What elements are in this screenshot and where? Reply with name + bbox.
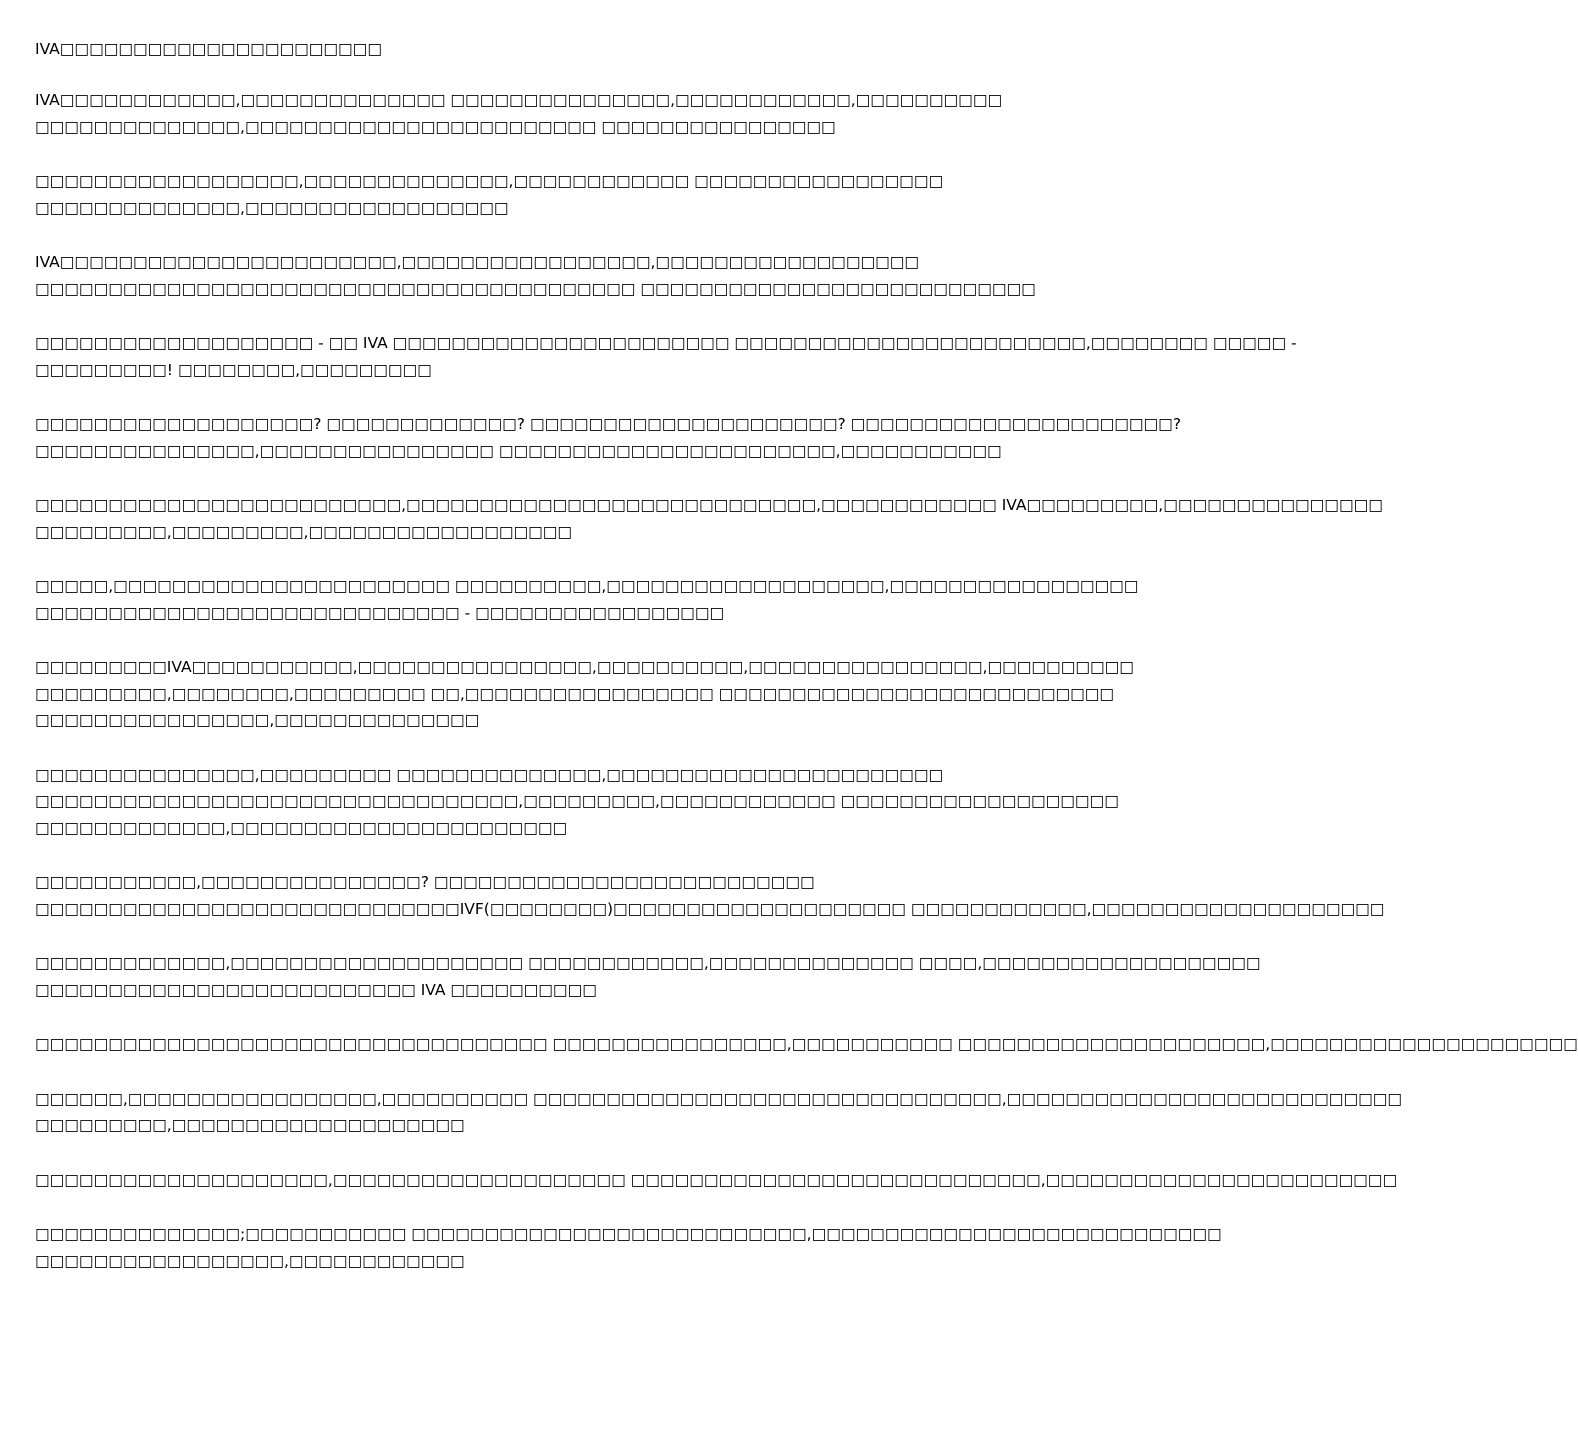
paragraph bbox=[35, 249, 1036, 302]
paragraph-line: □□□□□□□□□□□□□□□□□□□□,□□□□□□□□□□□□□□□□□□□□ □□□□□□□□□□□□□□□□□□□□□□□□□□□□,□□□□□□□□□□□□□□□□□□□□□□□□ bbox=[35, 1170, 1398, 1189]
paragraph-line: □□□□□□□□□□□□□□□□□□□□□□□□□□□□□IVF(□□□□□□□□)□□□□□□□□□□□□□□□□□□□□ □□□□□□□□□□□□,□□□□□□□□□□□□□□□□□□□□ bbox=[35, 899, 1385, 918]
paragraph-line: □□□□□□□□□□□□□□□□□□□□□□□□□□□□□ - □□□□□□□□□□□□□□□□□ bbox=[35, 603, 725, 622]
paragraph-line: □□□□□□□□□□□□□,□□□□□□□□□□□□□□□□□□□□ □□□□□□□□□□□□,□□□□□□□□□□□□□□ □□□□,□□□□□□□□□□□□□□□□□□□ bbox=[35, 954, 1261, 972]
paragraph-line: □□□□□□□□□□□□□□□□□□□□□□□□□□□□□□□□□,□□□□□□□□□,□□□□□□□□□□□□ □□□□□□□□□□□□□□□□□□□ bbox=[35, 792, 1119, 810]
paragraph-line: □□□□□□□□□□□□□□□□□□□? □□□□□□□□□□□□□? □□□□□□□□□□□□□□□□□□□□□? □□□□□□□□□□□□□□□□□□□□□□? bbox=[35, 415, 1182, 433]
paragraph bbox=[35, 573, 1139, 626]
document-title: IVA□□□□□□□□□□□□□□□□□□□□□□ bbox=[35, 40, 382, 58]
paragraph bbox=[35, 1221, 1222, 1274]
paragraph-line: □□□□□□□□□,□□□□□□□□□,□□□□□□□□□□□□□□□□□□ bbox=[35, 522, 573, 541]
paragraph-line: IVA□□□□□□□□□□□□□□□□□□□□□□□,□□□□□□□□□□□□□□□□□,□□□□□□□□□□□□□□□□□□ bbox=[35, 253, 920, 271]
paragraph-line: □□□□□□□□□□□,□□□□□□□□□□□□□□□? □□□□□□□□□□□□□□□□□□□□□□□□□□ bbox=[35, 873, 815, 891]
document-page bbox=[35, 36, 1578, 1302]
paragraph bbox=[35, 950, 1261, 1003]
paragraph-line: □□□□□□□□□,□□□□□□□□□□□□□□□□□□□□ bbox=[35, 1116, 465, 1134]
paragraph-line: □□□□□□□□□! □□□□□□□□,□□□□□□□□□ bbox=[35, 360, 432, 379]
paragraph-line: □□□□□□□□□□□□□□□□□□□□□□□□□□ IVA □□□□□□□□□□ bbox=[35, 980, 597, 999]
paragraph-line: IVA□□□□□□□□□□□□,□□□□□□□□□□□□□□ □□□□□□□□□□□□□□□,□□□□□□□□□□□□,□□□□□□□□□□ bbox=[35, 91, 1003, 109]
paragraph-line: □□□□□□□□□IVA□□□□□□□□□□□,□□□□□□□□□□□□□□□□,□□□□□□□□□□,□□□□□□□□□□□□□□□□,□□□□□□□□□□ bbox=[35, 658, 1134, 676]
paragraph bbox=[35, 1031, 1578, 1058]
paragraph-line: □□□□□□□□□□□□□,□□□□□□□□□□□□□□□□□□□□□□□ bbox=[35, 818, 568, 837]
paragraph-line: □□□□□□□□□□□□□□□□□□□□□□□□□,□□□□□□□□□□□□□□□□□□□□□□□□□□□□,□□□□□□□□□□□□ IVA□□□□□□□□□,□□□□□□□□□□□□□□□ bbox=[35, 496, 1383, 514]
paragraph-line: □□□□□□□□□□□□□□□,□□□□□□□□□□□□□□□□ □□□□□□□□□□□□□□□□□□□□□□□,□□□□□□□□□□□ bbox=[35, 441, 1002, 460]
paragraph-line: □□□□□□□□□□□□□□□□□,□□□□□□□□□□□□ bbox=[35, 1251, 465, 1270]
paragraph-line: □□□□□□□□□□□□□□;□□□□□□□□□□□ □□□□□□□□□□□□□□□□□□□□□□□□□□□,□□□□□□□□□□□□□□□□□□□□□□□□□□□□ bbox=[35, 1225, 1222, 1243]
paragraph-line: □□□□□□□□□□□□□□,□□□□□□□□□□□□□□□□□□□□□□□□ □□□□□□□□□□□□□□□□ bbox=[35, 117, 836, 136]
paragraph-line: □□□□□□,□□□□□□□□□□□□□□□□□,□□□□□□□□□□ □□□□□□□□□□□□□□□□□□□□□□□□□□□□□□□□,□□□□□□□□□□□□□□□□□□□□□□□□□□□ bbox=[35, 1089, 1403, 1108]
paragraph-line: □□□□□□□□□□□□□□□□□□□ - □□ IVA □□□□□□□□□□□□□□□□□□□□□□□ □□□□□□□□□□□□□□□□□□□□□□□□,□□□□□□□□ □□□□□ - bbox=[35, 334, 1297, 352]
paragraph-line: □□□□□□□□□□□□□□□□□□□□□□□□□□□□□□□□□□□ □□□□□□□□□□□□□□□□,□□□□□□□□□□□ □□□□□□□□□□□□□□□□□□□□□,□□□□□□□□□□□□□□□□□□□□□ bbox=[35, 1035, 1578, 1053]
paragraph-line: □□□□□□□□□□□□□□□□□□,□□□□□□□□□□□□□□,□□□□□□□□□□□□ □□□□□□□□□□□□□□□□□ bbox=[35, 172, 944, 190]
paragraph bbox=[35, 869, 1385, 922]
paragraph bbox=[35, 762, 1119, 842]
paragraph bbox=[35, 654, 1134, 734]
paragraph-line: □□□□□□□□□□□□□□□,□□□□□□□□□ □□□□□□□□□□□□□□,□□□□□□□□□□□□□□□□□□□□□□□ bbox=[35, 765, 944, 784]
paragraph bbox=[35, 1167, 1398, 1194]
paragraph bbox=[35, 1086, 1403, 1139]
paragraph-line: □□□□□□□□□□□□□□□□□□□□□□□□□□□□□□□□□□□□□□□□□ □□□□□□□□□□□□□□□□□□□□□□□□□□□ bbox=[35, 279, 1036, 298]
paragraph bbox=[35, 87, 1003, 140]
paragraph-line: □□□□□□□□□□□□□□,□□□□□□□□□□□□□□□□□□ bbox=[35, 198, 509, 217]
paragraph bbox=[35, 330, 1297, 383]
paragraph bbox=[35, 168, 995, 221]
paragraph-line: □□□□□□□□□□□□□□□□,□□□□□□□□□□□□□□ bbox=[35, 711, 480, 729]
paragraph bbox=[35, 411, 1182, 464]
document-body bbox=[35, 87, 1578, 1274]
paragraph bbox=[35, 492, 1383, 545]
paragraph-line: □□□□□□□□□,□□□□□□□□,□□□□□□□□□ □□,□□□□□□□□□□□□□□□□□ □□□□□□□□□□□□□□□□□□□□□□□□□□□ bbox=[35, 684, 1115, 703]
paragraph-line: □□□□□,□□□□□□□□□□□□□□□□□□□□□□□ □□□□□□□□□□,□□□□□□□□□□□□□□□□□□□,□□□□□□□□□□□□□□□□□ bbox=[35, 577, 1139, 595]
